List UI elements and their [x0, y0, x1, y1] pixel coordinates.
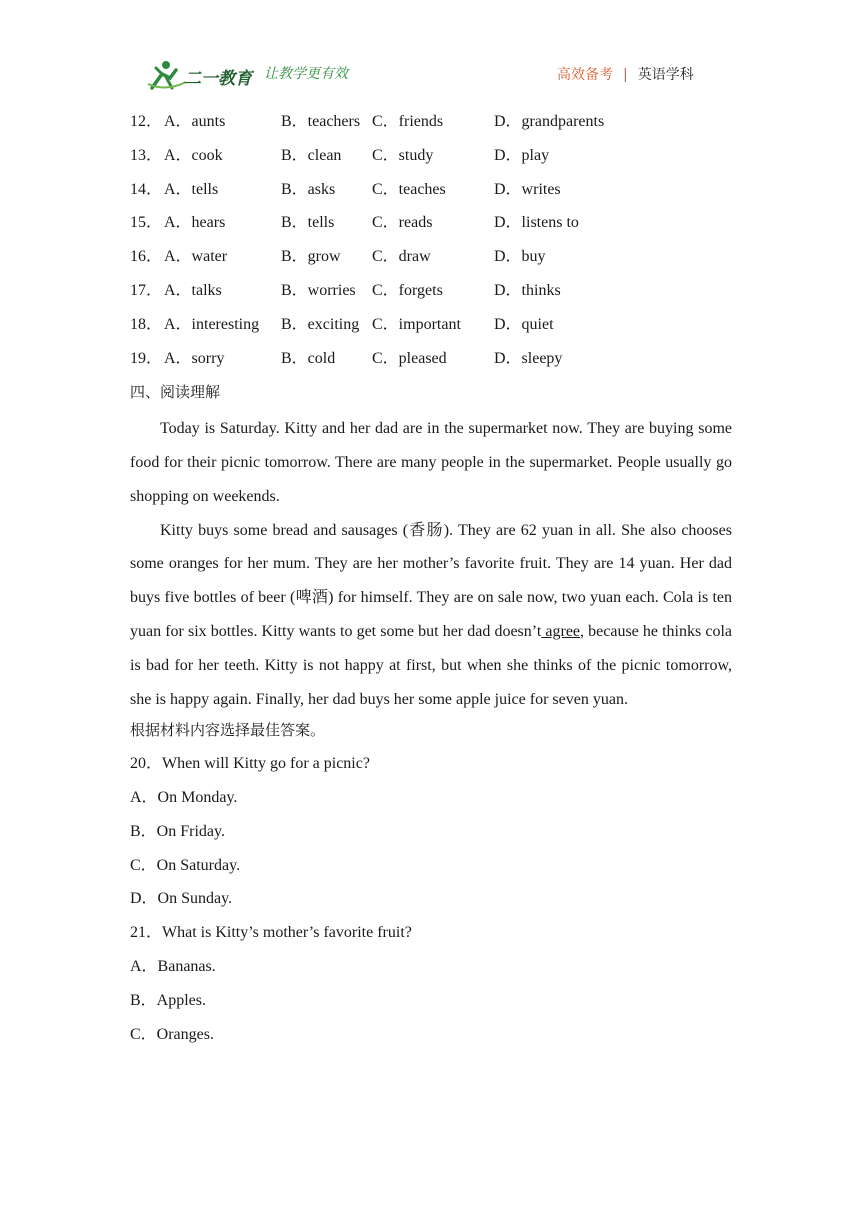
option-d: D．buy — [494, 248, 546, 266]
header-right — [557, 64, 694, 84]
header-subject: 英语学科 — [637, 67, 694, 83]
option-a: A．water — [164, 248, 228, 266]
question-row-15 — [130, 209, 732, 243]
option-d: D．writes — [494, 180, 561, 198]
answer-option: B．On Friday. — [130, 822, 225, 840]
question-row-14 — [130, 176, 732, 210]
logo-text: 二一教育 — [184, 69, 252, 89]
option-d: D．grandparents — [494, 113, 605, 130]
question-number: 13． — [130, 146, 163, 164]
question-row-16 — [130, 243, 732, 277]
option-d: D．sleepy — [494, 349, 563, 367]
passage-text: Kitty buys some bread and sausages (香肠). They are 62 yuan in all. She also chooses some oranges for her mum. They are her mother’s favorite fruit. They are 14 yuan. Her dad buys five bottles of beer (啤酒) for himself. They are on sale now, two yuan each. Cola is ten yuan for six bottles. Kitty wants to get some but her dad doesn’t — [130, 521, 732, 640]
header-label: 高效备考 — [557, 67, 613, 83]
option-c: C．forgets — [372, 281, 443, 299]
question-stem-20: 20．When will Kitty go for a picnic? — [130, 755, 370, 773]
option-a: A．tells — [164, 180, 219, 198]
answer-option: C．On Saturday. — [130, 856, 241, 874]
answer-option: C．Oranges. — [130, 1025, 214, 1043]
instruction: 根据材料内容选择最佳答案。 — [130, 721, 326, 740]
option-c: C．study — [372, 146, 434, 164]
option-a: A．interesting — [164, 315, 260, 333]
question-row-19 — [130, 345, 732, 379]
option-c: C．important — [372, 315, 461, 333]
option-d: D．quiet — [494, 315, 554, 333]
question-number: 16． — [130, 248, 163, 266]
option-b: B．cold — [281, 349, 336, 367]
option-b: B．asks — [281, 180, 336, 198]
option-c: C．teaches — [372, 180, 446, 198]
question-row-18 — [130, 311, 732, 345]
passage-paragraph-2 — [130, 514, 732, 717]
option-d: D．listens to — [494, 214, 579, 232]
option-b: B．teachers — [281, 113, 361, 130]
option-c: C．reads — [372, 214, 433, 232]
option-a: A．aunts — [164, 113, 226, 130]
option-b: B．grow — [281, 248, 341, 266]
page-header — [0, 0, 860, 100]
option-c: C．friends — [372, 113, 444, 130]
passage-paragraph-1: Today is Saturday. Kitty and her dad are in the supermarket now. They are buying some food for their picnic tomorrow. There are many people in the supermarket. People usually go shopping on weekends. — [130, 420, 732, 505]
option-b: B．exciting — [281, 315, 360, 333]
option-b: B．clean — [281, 146, 342, 164]
option-d: D．thinks — [494, 281, 561, 299]
document-body — [130, 108, 732, 1054]
answer-option: A．Bananas. — [130, 957, 216, 975]
question-row-17 — [130, 277, 732, 311]
header-separator: | — [623, 67, 628, 83]
option-c: C．draw — [372, 248, 431, 266]
question-number: 19． — [130, 349, 163, 367]
underlined-word: agree — [541, 622, 581, 640]
logo-icon — [146, 58, 258, 92]
option-c: C．pleased — [372, 349, 447, 367]
option-a: A．talks — [164, 281, 222, 299]
section-title: 四、阅读理解 — [130, 383, 221, 402]
question-stem-21: 21．What is Kitty’s mother’s favorite fruit? — [130, 924, 412, 942]
question-row-13 — [130, 142, 732, 176]
question-number: 15． — [130, 214, 163, 232]
question-number: 18． — [130, 315, 163, 333]
option-a: A．cook — [164, 146, 223, 164]
question-row-12 — [130, 108, 732, 142]
answer-option: D．On Sunday. — [130, 890, 233, 908]
option-a: A．sorry — [164, 349, 225, 367]
question-number: 14． — [130, 180, 163, 198]
option-b: B．tells — [281, 214, 335, 232]
question-number: 12． — [130, 113, 163, 130]
option-b: B．worries — [281, 281, 356, 299]
answer-option: A．On Monday. — [130, 788, 238, 806]
passage-text: , because he thinks cola is bad for her teeth. Kitty is not happy at first, but when she thinks of the picnic tomorrow, she is happy again. Finally, her dad buys her some apple juice for seven yuan. — [130, 622, 732, 708]
header-slogan: 让教学更有效 — [264, 66, 348, 82]
question-number: 17． — [130, 281, 163, 299]
option-d: D．play — [494, 146, 550, 164]
option-a: A．hears — [164, 214, 226, 232]
answer-option: B．Apples. — [130, 991, 207, 1009]
